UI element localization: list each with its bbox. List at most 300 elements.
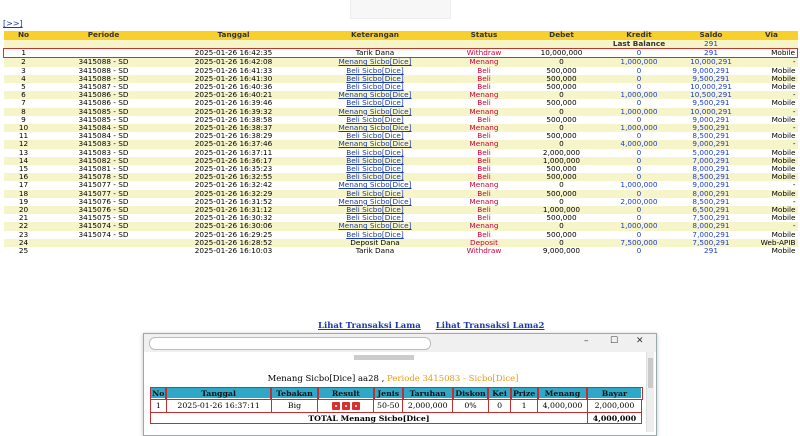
cell-kredit: 0: [602, 116, 677, 124]
cell-kredit: 0: [602, 149, 677, 157]
cell-tanggal: 2025-01-26 16:40:21: [164, 91, 304, 99]
cell-status: Beli: [447, 206, 522, 214]
cell-ket: Tarik Dana: [304, 49, 447, 58]
header-saldo: Saldo: [677, 31, 746, 40]
cell-tanggal: 2025-01-26 16:39:32: [164, 108, 304, 116]
cell-periode: [44, 247, 164, 255]
table-row: [4, 99, 798, 107]
cell-no: 19: [4, 198, 44, 206]
cell-tanggal: 2025-01-26 16:32:29: [164, 190, 304, 198]
detail-jenis: 50-50: [374, 399, 403, 413]
cell-ket[interactable]: Beli Sicbo[Dice]: [304, 173, 447, 181]
cell-kredit: 0: [602, 132, 677, 140]
cell-debet: 500,000: [522, 132, 602, 140]
cell-periode: 3415086 - SD: [44, 91, 164, 99]
cell-debet: 500,000: [522, 173, 602, 181]
cell-periode: 3415078 - SD: [44, 173, 164, 181]
cell-tanggal: 2025-01-26 16:32:42: [164, 181, 304, 189]
detail-header-jenis: Jenis: [374, 388, 403, 399]
cell-saldo: 291: [677, 49, 746, 58]
cell-status: Menang: [447, 91, 522, 99]
cell-debet: 500,000: [522, 83, 602, 91]
detail-header-tanggal: Tanggal: [166, 388, 271, 399]
cell-status: Beli: [447, 116, 522, 124]
detail-kei: 0: [488, 399, 510, 413]
popup-caption-period: Periode 3415083 - Sicbo[Dice]: [387, 374, 519, 384]
cell-periode: 3415087 - SD: [44, 83, 164, 91]
detail-header-tebakan: Tebakan: [271, 388, 318, 399]
header-periode: Periode: [44, 31, 164, 40]
cell-tanggal: 2025-01-26 16:31:52: [164, 198, 304, 206]
detail-header-diskon: Diskon: [453, 388, 489, 399]
last-balance-row: [4, 40, 798, 49]
cell-via: Mobile: [746, 206, 798, 214]
cell-tanggal: 2025-01-26 16:42:35: [164, 49, 304, 58]
bottom-links: [318, 321, 556, 331]
table-row: [4, 83, 798, 91]
cell-via: -: [746, 91, 798, 99]
cell-kredit: 7,500,000: [602, 239, 677, 247]
cell-saldo: 10,500,291: [677, 91, 746, 99]
cell-tanggal: 2025-01-26 16:36:17: [164, 157, 304, 165]
table-row: [4, 58, 798, 67]
cell-status: Menang: [447, 124, 522, 132]
cell-tanggal: 2025-01-26 16:30:32: [164, 214, 304, 222]
cell-status: Beli: [447, 173, 522, 181]
cell-kredit: 1,000,000: [602, 91, 677, 99]
total-label: TOTAL Menang Sicbo[Dice]: [151, 413, 588, 424]
detail-diskon: 0%: [453, 399, 489, 413]
header-no: No: [4, 31, 44, 40]
cell-no: 11: [4, 132, 44, 140]
cell-tanggal: 2025-01-26 16:42:08: [164, 58, 304, 67]
cell-periode: 3415084 - SD: [44, 132, 164, 140]
cell-no: 25: [4, 247, 44, 255]
cell-debet: 500,000: [522, 67, 602, 75]
cell-periode: 3415076 - SD: [44, 206, 164, 214]
cell-kredit: 0: [602, 157, 677, 165]
table-row: [4, 75, 798, 83]
cell-ket[interactable]: Beli Sicbo[Dice]: [304, 116, 447, 124]
cell-via: Mobile: [746, 49, 798, 58]
cell-no: 14: [4, 157, 44, 165]
cell-via: Mobile: [746, 165, 798, 173]
old-transactions-2-link[interactable]: Lihat Transaksi Lama2: [435, 321, 545, 331]
cell-ket[interactable]: Beli Sicbo[Dice]: [304, 214, 447, 222]
cell-kredit: 0: [602, 99, 677, 107]
cell-via: -: [746, 124, 798, 132]
cell-no: 15: [4, 165, 44, 173]
cell-ket[interactable]: Menang Sicbo[Dice]: [304, 181, 447, 189]
cell-kredit: 0: [602, 83, 677, 91]
cell-ket[interactable]: Menang Sicbo[Dice]: [304, 198, 447, 206]
table-row: [4, 239, 798, 247]
cell-via: Mobile: [746, 157, 798, 165]
cell-periode: 3415088 - SD: [44, 58, 164, 67]
cell-ket[interactable]: Beli Sicbo[Dice]: [304, 149, 447, 157]
minimize-icon[interactable]: –: [584, 336, 589, 346]
cell-status: Deposit: [447, 239, 522, 247]
detail-taruhan: 2,000,000: [403, 399, 453, 413]
cell-saldo: 7,000,291: [677, 157, 746, 165]
cell-debet: 0: [522, 124, 602, 132]
cell-periode: 3415075 - SD: [44, 214, 164, 222]
cell-tanggal: 2025-01-26 16:41:33: [164, 67, 304, 75]
close-icon[interactable]: ✕: [636, 336, 644, 346]
cell-periode: 3415083 - SD: [44, 140, 164, 148]
cell-debet: 0: [522, 91, 602, 99]
cell-debet: 500,000: [522, 165, 602, 173]
popup-caption-main: Menang Sicbo[Dice] aa28 ,: [267, 374, 385, 384]
cell-kredit: 0: [602, 165, 677, 173]
cell-saldo: 8,500,291: [677, 198, 746, 206]
cell-kredit: 2,000,000: [602, 198, 677, 206]
cell-debet: 0: [522, 58, 602, 67]
cell-kredit: 1,000,000: [602, 124, 677, 132]
detail-header-prize: Prize: [511, 388, 538, 399]
table-row: [4, 91, 798, 99]
dice-icon: [332, 402, 340, 410]
cell-status: Beli: [447, 83, 522, 91]
result-popup-window: [143, 333, 657, 436]
cell-debet: 500,000: [522, 75, 602, 83]
cell-saldo: 8,500,291: [677, 132, 746, 140]
maximize-icon[interactable]: ☐: [610, 336, 619, 346]
dice-icon: [352, 402, 360, 410]
transaction-table: [3, 31, 798, 255]
table-row: [4, 49, 798, 58]
table-row: [4, 149, 798, 157]
cell-ket[interactable]: Menang Sicbo[Dice]: [304, 222, 447, 230]
cell-tanggal: 2025-01-26 16:38:29: [164, 132, 304, 140]
cell-saldo: 6,500,291: [677, 206, 746, 214]
table-row: [4, 206, 798, 214]
cell-status: Menang: [447, 198, 522, 206]
cell-ket[interactable]: Beli Sicbo[Dice]: [304, 99, 447, 107]
table-row: [4, 124, 798, 132]
cell-no: 8: [4, 108, 44, 116]
cell-ket[interactable]: Beli Sicbo[Dice]: [304, 83, 447, 91]
cell-saldo: 9,000,291: [677, 140, 746, 148]
table-row: [4, 231, 798, 239]
detail-bayar: 2,000,000: [587, 399, 641, 413]
cell-periode: 3415081 - SD: [44, 165, 164, 173]
cell-saldo: 8,000,291: [677, 165, 746, 173]
header-via: Via: [746, 31, 798, 40]
cell-no: 17: [4, 181, 44, 189]
cell-no: 20: [4, 206, 44, 214]
table-row: [4, 157, 798, 165]
cell-via: Mobile: [746, 99, 798, 107]
cell-tanggal: 2025-01-26 16:30:06: [164, 222, 304, 230]
cell-ket[interactable]: Menang Sicbo[Dice]: [304, 140, 447, 148]
cell-ket[interactable]: Beli Sicbo[Dice]: [304, 132, 447, 140]
cell-saldo: 9,500,291: [677, 99, 746, 107]
cell-kredit: 1,000,000: [602, 222, 677, 230]
table-header: [4, 31, 798, 40]
cell-saldo: 10,000,291: [677, 58, 746, 67]
cell-debet: 0: [522, 198, 602, 206]
cell-saldo: 8,000,291: [677, 222, 746, 230]
cell-kredit: 0: [602, 231, 677, 239]
cell-status: Menang: [447, 108, 522, 116]
table-row: [4, 214, 798, 222]
header-kredit: Kredit: [602, 31, 677, 40]
cell-via: -: [746, 140, 798, 148]
cell-via: Mobile: [746, 231, 798, 239]
cell-debet: 500,000: [522, 214, 602, 222]
cell-no: 16: [4, 173, 44, 181]
cell-ket[interactable]: Beli Sicbo[Dice]: [304, 190, 447, 198]
cell-tanggal: 2025-01-26 16:38:58: [164, 116, 304, 124]
cell-no: 21: [4, 214, 44, 222]
table-row: [4, 67, 798, 75]
cell-via: Web-APIB: [746, 239, 798, 247]
cell-via: Mobile: [746, 67, 798, 75]
detail-tebakan: Big: [271, 399, 318, 413]
cell-kredit: 0: [602, 247, 677, 255]
cell-kredit: 0: [602, 75, 677, 83]
detail-menang: 4,000,000: [538, 399, 588, 413]
cell-no: 3: [4, 67, 44, 75]
cell-saldo: 8,500,291: [677, 173, 746, 181]
cell-periode: 3415088 - SD: [44, 67, 164, 75]
top-blank-box: [350, 0, 451, 19]
cell-saldo: 7,000,291: [677, 231, 746, 239]
cell-via: -: [746, 181, 798, 189]
cell-debet: 2,000,000: [522, 149, 602, 157]
cell-no: 6: [4, 91, 44, 99]
cell-via: Mobile: [746, 83, 798, 91]
cell-saldo: 291: [677, 247, 746, 255]
cell-ket[interactable]: Beli Sicbo[Dice]: [304, 165, 447, 173]
cell-no: 23: [4, 231, 44, 239]
header-tanggal: Tanggal: [164, 31, 304, 40]
cell-status: Beli: [447, 214, 522, 222]
cell-saldo: 9,500,291: [677, 75, 746, 83]
cell-no: 5: [4, 83, 44, 91]
cell-tanggal: 2025-01-26 16:40:36: [164, 83, 304, 91]
table-row: [4, 198, 798, 206]
cell-tanggal: 2025-01-26 16:10:03: [164, 247, 304, 255]
cell-debet: 500,000: [522, 190, 602, 198]
cell-periode: 3415086 - SD: [44, 99, 164, 107]
cell-no: 13: [4, 149, 44, 157]
detail-total-row: [151, 413, 642, 424]
cell-status: Menang: [447, 140, 522, 148]
cell-debet: 0: [522, 140, 602, 148]
cell-no: 18: [4, 190, 44, 198]
cell-kredit: 0: [602, 173, 677, 181]
detail-header-no: No: [152, 388, 165, 398]
cell-via: -: [746, 108, 798, 116]
cell-saldo: 10,000,291: [677, 108, 746, 116]
cell-debet: 0: [522, 108, 602, 116]
cell-tanggal: 2025-01-26 16:32:55: [164, 173, 304, 181]
last-balance-label: Last Balance: [602, 40, 677, 49]
cell-via: Mobile: [746, 247, 798, 255]
popup-caption: [144, 374, 642, 384]
cell-kredit: 4,000,000: [602, 140, 677, 148]
cell-ket[interactable]: Beli Sicbo[Dice]: [304, 75, 447, 83]
cell-status: Beli: [447, 190, 522, 198]
cell-debet: 500,000: [522, 116, 602, 124]
cell-tanggal: 2025-01-26 16:41:30: [164, 75, 304, 83]
next-page-link[interactable]: [>>]: [3, 19, 23, 28]
popup-scrollbar[interactable]: [646, 352, 654, 432]
detail-header: [151, 388, 642, 399]
cell-debet: 0: [522, 181, 602, 189]
cell-periode: 3415076 - SD: [44, 198, 164, 206]
cell-periode: 3415085 - SD: [44, 116, 164, 124]
cell-ket[interactable]: Beli Sicbo[Dice]: [304, 157, 447, 165]
cell-periode: 3415088 - SD: [44, 75, 164, 83]
cell-periode: 3415082 - SD: [44, 157, 164, 165]
cell-status: Beli: [447, 132, 522, 140]
cell-periode: 3415074 - SD: [44, 231, 164, 239]
table-row: [4, 108, 798, 116]
cell-ket[interactable]: Menang Sicbo[Dice]: [304, 108, 447, 116]
cell-ket: Tarik Dana: [304, 247, 447, 255]
cell-via: -: [746, 222, 798, 230]
table-row: [4, 116, 798, 124]
cell-debet: 1,000,000: [522, 206, 602, 214]
cell-no: 9: [4, 116, 44, 124]
cell-no: 22: [4, 222, 44, 230]
popup-body: [144, 352, 656, 435]
cell-ket[interactable]: Menang Sicbo[Dice]: [304, 58, 447, 67]
cell-periode: [44, 49, 164, 58]
cell-status: Beli: [447, 165, 522, 173]
old-transactions-link[interactable]: Lihat Transaksi Lama: [318, 321, 421, 331]
dice-icon: [342, 402, 350, 410]
cell-ket[interactable]: Beli Sicbo[Dice]: [304, 231, 447, 239]
header-keterangan: Keterangan: [304, 31, 447, 40]
cell-status: Menang: [447, 181, 522, 189]
cell-periode: 3415083 - SD: [44, 149, 164, 157]
cell-debet: 500,000: [522, 99, 602, 107]
cell-via: Mobile: [746, 75, 798, 83]
cell-status: Beli: [447, 75, 522, 83]
cell-saldo: 9,000,291: [677, 67, 746, 75]
cell-kredit: 0: [602, 190, 677, 198]
cell-via: Mobile: [746, 190, 798, 198]
cell-saldo: 9,500,291: [677, 124, 746, 132]
cell-ket[interactable]: Beli Sicbo[Dice]: [304, 67, 447, 75]
detail-tanggal: 2025-01-26 16:37:11: [166, 399, 271, 413]
cell-status: Beli: [447, 67, 522, 75]
bet-detail-table: [150, 387, 642, 424]
cell-saldo: 8,000,291: [677, 190, 746, 198]
cell-via: -: [746, 58, 798, 67]
cell-status: Beli: [447, 99, 522, 107]
cell-via: Mobile: [746, 149, 798, 157]
cell-debet: 10,000,000: [522, 49, 602, 58]
cell-no: 4: [4, 75, 44, 83]
cell-kredit: 0: [602, 214, 677, 222]
detail-prize: 1: [511, 399, 538, 413]
cell-tanggal: 2025-01-26 16:29:25: [164, 231, 304, 239]
header-debet: Debet: [522, 31, 602, 40]
cell-tanggal: 2025-01-26 16:39:46: [164, 99, 304, 107]
cell-debet: 1,000,000: [522, 157, 602, 165]
table-row: [4, 132, 798, 140]
cell-status: Beli: [447, 231, 522, 239]
cell-via: Mobile: [746, 116, 798, 124]
popup-titlebar: [144, 334, 656, 352]
cell-no: 12: [4, 140, 44, 148]
cell-ket[interactable]: Menang Sicbo[Dice]: [304, 91, 447, 99]
cell-kredit: 0: [602, 67, 677, 75]
cell-via: Mobile: [746, 214, 798, 222]
cell-no: 24: [4, 239, 44, 247]
cell-periode: [44, 239, 164, 247]
detail-header-menang: Menang: [538, 388, 588, 399]
cell-no: 2: [4, 58, 44, 67]
detail-header-result: Result: [318, 388, 374, 399]
cell-periode: 3415077 - SD: [44, 181, 164, 189]
cell-status: Withdraw: [447, 49, 522, 58]
total-value: 4,000,000: [587, 413, 641, 424]
cell-via: Mobile: [746, 132, 798, 140]
cell-kredit: 0: [602, 206, 677, 214]
cell-periode: 3415077 - SD: [44, 190, 164, 198]
cell-status: Withdraw: [447, 247, 522, 255]
cell-status: Beli: [447, 149, 522, 157]
cell-saldo: 5,000,291: [677, 149, 746, 157]
detail-header-bayar: Bayar: [587, 388, 641, 399]
cell-kredit: 1,000,000: [602, 58, 677, 67]
cell-ket[interactable]: Beli Sicbo[Dice]: [304, 206, 447, 214]
cell-status: Menang: [447, 58, 522, 67]
popup-address-bar[interactable]: [149, 337, 431, 350]
cell-tanggal: 2025-01-26 16:37:11: [164, 149, 304, 157]
detail-header-kei: Kei: [488, 388, 510, 399]
cell-status: Beli: [447, 157, 522, 165]
cell-no: 10: [4, 124, 44, 132]
table-row: [4, 165, 798, 173]
cell-saldo: 10,000,291: [677, 83, 746, 91]
cell-periode: 3415084 - SD: [44, 124, 164, 132]
cell-debet: 0: [522, 239, 602, 247]
cell-kredit: 0: [602, 49, 677, 58]
cell-periode: 3415074 - SD: [44, 222, 164, 230]
cell-ket: Deposit Dana: [304, 239, 447, 247]
cell-status: Menang: [447, 222, 522, 230]
detail-row: [151, 399, 642, 413]
table-row: [4, 247, 798, 255]
cell-tanggal: 2025-01-26 16:37:46: [164, 140, 304, 148]
last-balance-value: 291: [677, 40, 746, 49]
cell-debet: 0: [522, 222, 602, 230]
cell-no: 7: [4, 99, 44, 107]
cell-kredit: 1,000,000: [602, 181, 677, 189]
table-row: [4, 222, 798, 230]
cell-tanggal: 2025-01-26 16:31:12: [164, 206, 304, 214]
cell-debet: 500,000: [522, 231, 602, 239]
detail-header-taruhan: Taruhan: [403, 388, 453, 399]
cell-no: 1: [4, 49, 44, 58]
cell-saldo: 9,000,291: [677, 181, 746, 189]
cell-via: -: [746, 198, 798, 206]
detail-no: 1: [151, 399, 167, 413]
cell-via: Mobile: [746, 173, 798, 181]
cell-kredit: 1,000,000: [602, 108, 677, 116]
cell-ket[interactable]: Menang Sicbo[Dice]: [304, 124, 447, 132]
table-row: [4, 190, 798, 198]
dice-result: [318, 399, 374, 413]
cell-periode: 3415085 - SD: [44, 108, 164, 116]
